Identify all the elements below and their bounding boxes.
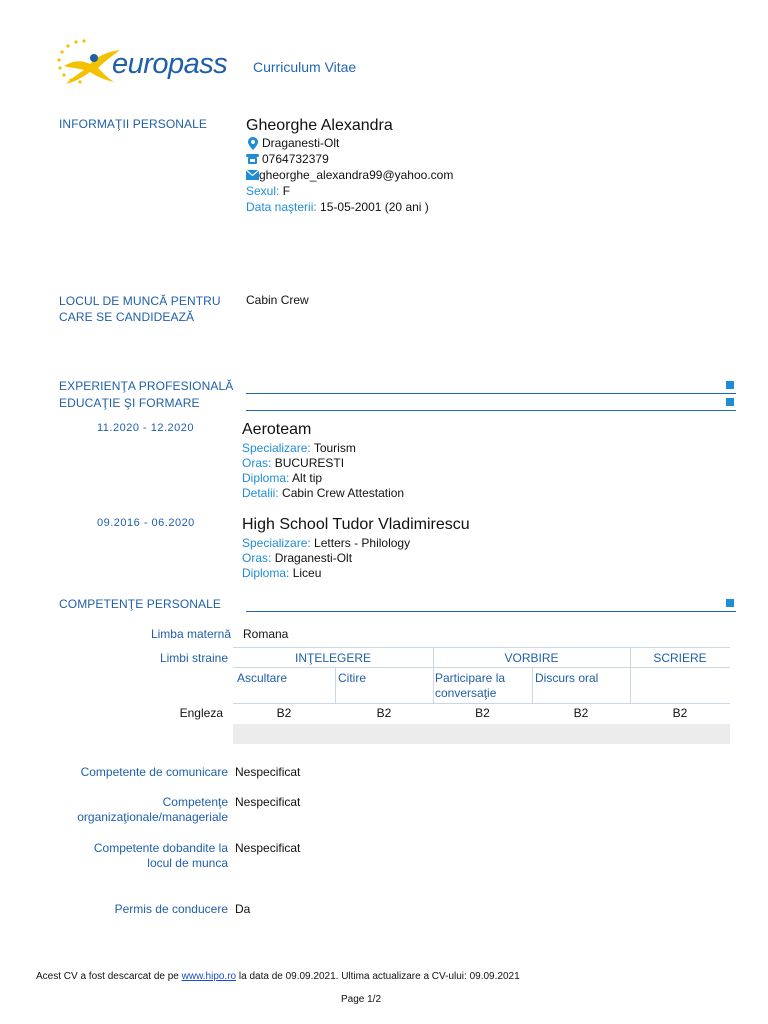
education-field bbox=[242, 441, 404, 456]
field-label: Oras: bbox=[242, 456, 272, 470]
header-understanding: INŢELEGERE bbox=[294, 651, 372, 665]
location-value: Draganesti-Olt bbox=[262, 136, 340, 150]
header-writing: SCRIERE bbox=[653, 651, 707, 665]
job-label bbox=[59, 293, 221, 325]
education-period: 11.2020 - 12.2020 bbox=[97, 422, 194, 434]
education-rule bbox=[246, 410, 736, 411]
table-footer-band bbox=[233, 724, 730, 744]
table-line bbox=[233, 647, 730, 648]
level-listening: B2 bbox=[276, 706, 292, 720]
skill-job-related-line2: locul de munca bbox=[147, 856, 228, 870]
education-field bbox=[242, 536, 410, 551]
page-number: Page 1/2 bbox=[340, 994, 382, 1005]
field-value: Letters - Philology bbox=[314, 536, 411, 550]
education-institution: Aeroteam bbox=[242, 421, 312, 438]
education-details bbox=[242, 441, 404, 501]
footer-note bbox=[36, 971, 520, 982]
hipo-link[interactable]: www.hipo.ro bbox=[181, 971, 237, 982]
skill-job-related-line1: Competente dobandite la bbox=[93, 841, 228, 855]
footer-text-after: la data de 09.09.2021. Ultima actualizare a CV-ului: 09.09.2021 bbox=[238, 971, 520, 982]
education-field bbox=[242, 456, 404, 471]
skill-organisational-line1: Competenţe bbox=[162, 795, 228, 809]
level-participation: B2 bbox=[475, 706, 490, 720]
sex-value: F bbox=[282, 184, 291, 198]
skill-job-related-value: Nespecificat bbox=[235, 841, 301, 855]
subheader-reading: Citire bbox=[338, 671, 367, 685]
foreign-languages-label: Limbi straine bbox=[159, 651, 228, 665]
education-institution: High School Tudor Vladimirescu bbox=[242, 516, 470, 533]
field-value: Draganesti-Olt bbox=[274, 551, 353, 565]
competences-marker-icon bbox=[726, 599, 734, 607]
birth-value: 15-05-2001 (20 ani ) bbox=[320, 200, 429, 214]
field-label: Specializare: bbox=[242, 536, 311, 550]
document-title: Curriculum Vitae bbox=[253, 59, 357, 75]
field-label: Diploma: bbox=[242, 566, 290, 580]
table-line bbox=[233, 667, 730, 668]
phone-value: 0764732379 bbox=[262, 152, 329, 166]
field-label: Diploma: bbox=[242, 471, 290, 485]
education-period: 09.2016 - 06.2020 bbox=[97, 517, 195, 529]
person-name: Gheorghe Alexandra bbox=[246, 117, 393, 134]
logo-text: europass bbox=[112, 48, 228, 80]
email-value: gheorghe_alexandra99@yahoo.com bbox=[259, 168, 454, 182]
phone-icon bbox=[246, 154, 259, 164]
education-details bbox=[242, 536, 410, 581]
table-line bbox=[335, 667, 336, 703]
skill-communication-label: Competente de comunicare bbox=[80, 765, 228, 779]
education-field bbox=[242, 471, 404, 486]
section-competences: COMPETENŢE PERSONALE bbox=[59, 597, 222, 611]
birth-label: Data naşterii: bbox=[246, 200, 317, 214]
level-writing: B2 bbox=[672, 706, 688, 720]
education-field bbox=[242, 551, 410, 566]
field-value: Tourism bbox=[313, 441, 356, 455]
driving-licence-value: Da bbox=[235, 902, 251, 916]
subheader-listening: Ascultare bbox=[237, 671, 288, 685]
footer-text-before: Acest CV a fost descarcat de pe bbox=[36, 971, 179, 982]
education-entry bbox=[0, 516, 768, 586]
field-value: Cabin Crew Attestation bbox=[282, 486, 405, 500]
field-label: Detalii: bbox=[242, 486, 279, 500]
level-reading: B2 bbox=[376, 706, 392, 720]
field-value: Liceu bbox=[292, 566, 322, 580]
skill-communication-value: Nespecificat bbox=[235, 765, 301, 779]
driving-licence-label: Permis de conducere bbox=[114, 902, 228, 916]
education-entry bbox=[0, 421, 768, 505]
envelope-icon bbox=[246, 170, 259, 180]
europass-logo bbox=[54, 38, 244, 92]
job-label-line1: LOCUL DE MUNCĂ PENTRU bbox=[59, 294, 221, 308]
skill-job-related-label bbox=[40, 841, 228, 871]
field-label: Specializare: bbox=[242, 441, 311, 455]
field-value: BUCURESTI bbox=[274, 456, 345, 470]
section-personal-info: INFORMAŢII PERSONALE bbox=[59, 117, 208, 131]
education-field bbox=[242, 566, 410, 581]
sex-row bbox=[246, 184, 290, 198]
field-label: Oras: bbox=[242, 551, 272, 565]
language-table bbox=[233, 647, 730, 745]
mother-tongue-value: Romana bbox=[243, 627, 289, 641]
job-label-line2: CARE SE CANDIDEAZĂ bbox=[59, 310, 195, 324]
experience-marker-icon bbox=[726, 381, 734, 389]
birth-row bbox=[246, 200, 429, 214]
location-pin-icon bbox=[248, 137, 258, 150]
education-field bbox=[242, 486, 404, 501]
skill-organisational-value: Nespecificat bbox=[235, 795, 301, 809]
mother-tongue-label: Limba maternă bbox=[150, 627, 231, 641]
header-speaking: VORBIRE bbox=[504, 651, 559, 665]
level-oral: B2 bbox=[573, 706, 589, 720]
skill-organisational-line2: organizaţionale/manageriale bbox=[77, 810, 228, 824]
job-value: Cabin Crew bbox=[246, 293, 309, 307]
section-experience: EXPERIENŢA PROFESIONALĂ bbox=[59, 379, 234, 393]
experience-rule bbox=[246, 393, 736, 394]
sex-label: Sexul: bbox=[246, 184, 280, 198]
section-education: EDUCAŢIE ŞI FORMARE bbox=[59, 396, 200, 410]
skill-organisational-label bbox=[40, 795, 228, 825]
language-name: Engleza bbox=[179, 706, 223, 720]
subheader-participation: Participare la conversaţie bbox=[435, 671, 506, 700]
table-line bbox=[532, 667, 533, 703]
table-line bbox=[233, 703, 730, 704]
subheader-oral: Discurs oral bbox=[535, 671, 599, 685]
field-value: Alt tip bbox=[292, 471, 323, 485]
education-marker-icon bbox=[726, 398, 734, 406]
competences-rule bbox=[246, 611, 736, 612]
